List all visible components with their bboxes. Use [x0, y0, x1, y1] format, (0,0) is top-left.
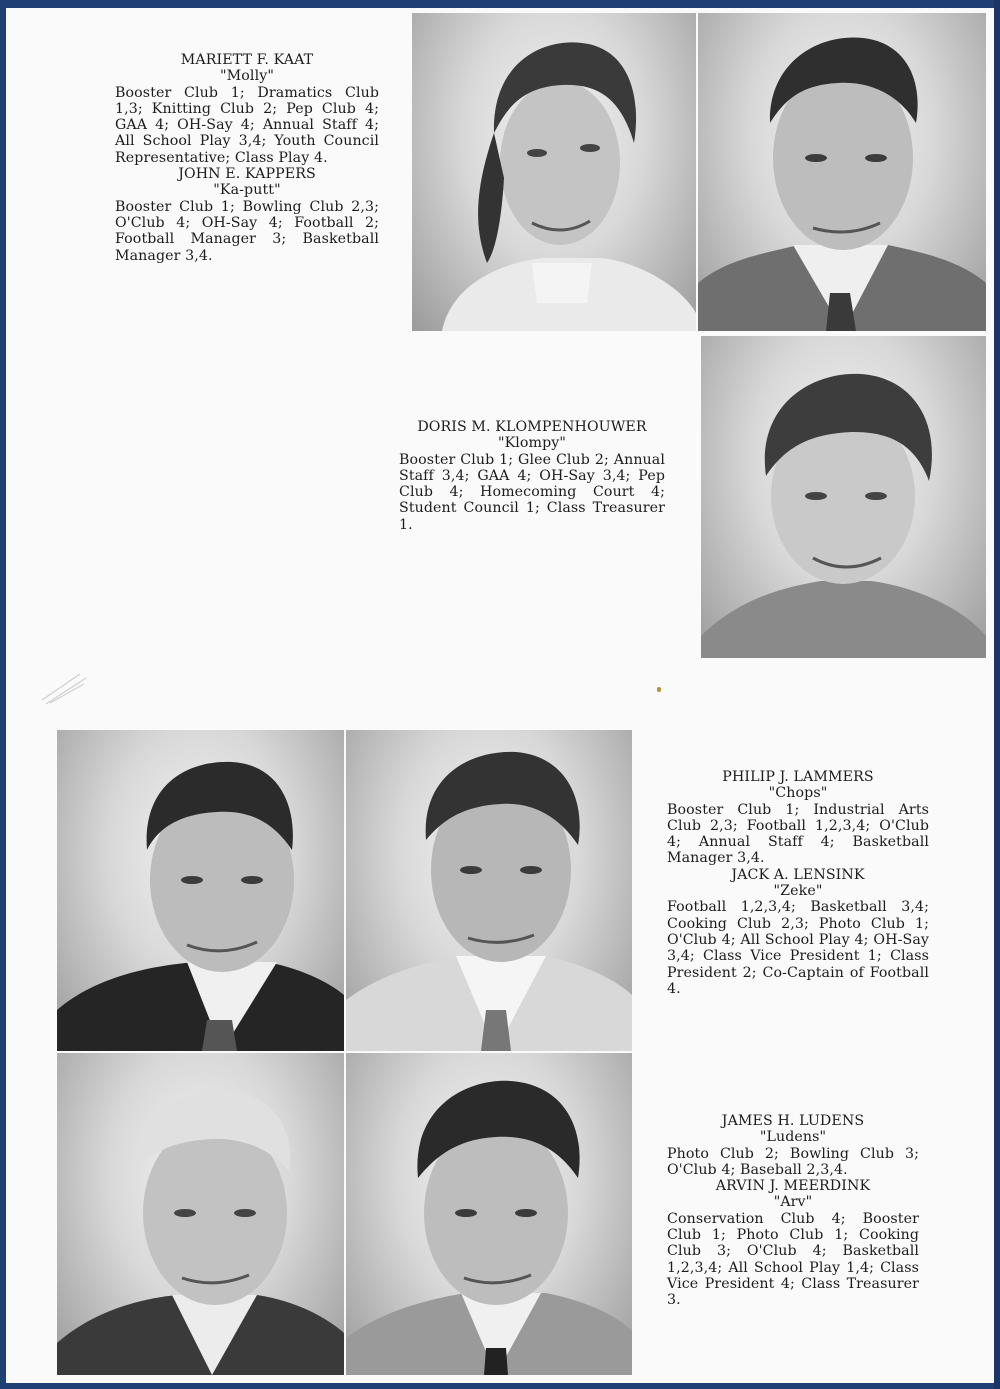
bio-klompenhouwer [399, 419, 665, 533]
student-nickname: "Chops" [768, 785, 828, 802]
portrait-kaat-photo [412, 13, 696, 331]
pencil-mark-icon [40, 670, 90, 706]
student-nickname: "Ludens" [759, 1129, 827, 1146]
student-activities: Booster Club 1; Bowling Club 2,3; O'Club 4; OH-Say 4; Football 2; Football Manager 3; Basketball Manager 3,4. [115, 198, 379, 264]
student-name: ARVIN J. MEERDINK [715, 1178, 871, 1195]
student-name: JACK A. LENSINK [731, 866, 865, 883]
student-nickname: "Arv" [773, 1194, 813, 1211]
student-activities: Booster Club 1; Industrial Arts Club 2,3; Football 1,2,3,4; O'Club 4; Annual Staff 4; Basketball Manager 3,4. [667, 801, 929, 867]
student-name: MARIETT F. KAAT [180, 52, 314, 68]
bio-ludens-meerdink [667, 1113, 919, 1309]
student-name: DORIS M. KLOMPENHOUWER [417, 419, 647, 435]
student-nickname: "Zeke" [773, 883, 823, 900]
cover-edge [994, 0, 1000, 1389]
bio-kaat-kappers [115, 52, 379, 264]
student-name: PHILIP J. LAMMERS [722, 769, 874, 785]
bio-lammers-lensink [667, 769, 929, 997]
student-activities: Booster Club 1; Glee Club 2; Annual Staff 3,4; GAA 4; OH-Say 3,4; Pep Club 4; Homecoming Court 4; Student Council 1; Class Treasurer 1. [399, 451, 665, 533]
student-nickname: "Molly" [220, 68, 274, 85]
portrait-lensink-photo [346, 730, 632, 1051]
student-name: JAMES H. LUDENS [721, 1113, 865, 1129]
student-name: JOHN E. KAPPERS [178, 166, 316, 183]
student-activities: Football 1,2,3,4; Basketball 3,4; Cooking Club 2,3; Photo Club 1; O'Club 4; All School Play 4; OH-Say 3,4; Class Vice President 1; Class President 2; Co-Captain of Football 4. [667, 899, 929, 997]
page-spot-icon [657, 687, 661, 692]
student-activities: Booster Club 1; Dramatics Club 1,3; Knitting Club 2; Pep Club 4; GAA 4; OH-Say 4; Annual Staff 4; All School Play 3,4; Youth Council Representative; Class Play 4. [115, 84, 379, 166]
portrait-ludens-photo [57, 1053, 344, 1375]
student-activities: Photo Club 2; Bowling Club 3; O'Club 4; Baseball 2,3,4. [667, 1145, 919, 1178]
portrait-klompenhouwer-photo [701, 336, 986, 658]
student-nickname: "Klompy" [497, 435, 567, 452]
portrait-kappers-photo [698, 13, 986, 331]
portrait-meerdink-photo [346, 1053, 632, 1375]
portrait-lammers-photo [57, 730, 344, 1051]
student-activities: Conservation Club 4; Booster Club 1; Photo Club 1; Cooking Club 3; O'Club 4; Basketball 1,2,3,4; All School Play 1,4; Class Vice President 4; Class Treasurer 3. [667, 1210, 919, 1309]
student-nickname: "Ka-putt" [213, 182, 281, 199]
